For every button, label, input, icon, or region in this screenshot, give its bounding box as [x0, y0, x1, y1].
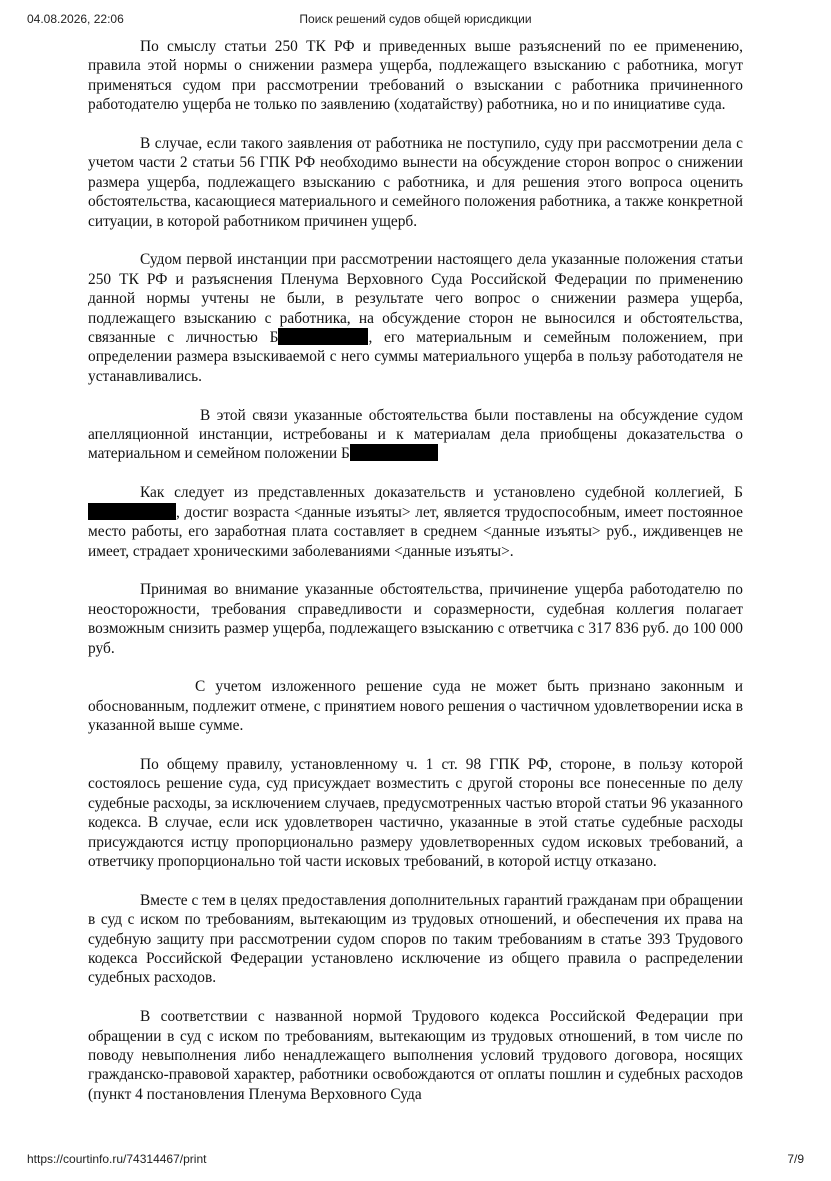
paragraph-9: Вместе с тем в целях предоставления дополнительных гарантий гражданам при обращении в суд с иском по требованиям, вытекающим из трудовых отношений, и обеспечения их права на судебную защиту при рассмотрении судом споров по таким требованиям в статье 393 Трудового кодекса Российской Федерации установлено исключение из общего правила о распределении судебных расходов.	[88, 891, 743, 987]
paragraph-6: Принимая во внимание указанные обстоятельства, причинение ущерба работодателю по неосторожности, требования справедливости и соразмерности, судебная коллегия полагает возможным снизить размер ущерба, подлежащего взысканию с ответчика с 317 836 руб. до 100 000 руб.	[88, 581, 743, 657]
page-number: 7/9	[787, 1152, 804, 1166]
paragraph-5-text-a: Как следует из представленных доказательств и установлено судебной коллегией, Б	[140, 484, 743, 502]
paragraph-5	[88, 483, 743, 561]
paragraph-8: По общему правилу, установленному ч. 1 ст. 98 ГПК РФ, стороне, в пользу которой состоялось решение суда, суд присуждает возместить с другой стороны все понесенные по делу судебные расходы, за исключением случаев, предусмотренных частью второй статьи 96 указанного кодекса. В случае, если иск удовлетворен частично, указанные в этой статье судебные расходы присуждаются истцу пропорционально размеру удовлетворенных судом исковых требований, а ответчику пропорционально той части исковых требований, в которой истцу отказано.	[88, 755, 743, 870]
paragraph-3	[88, 250, 743, 386]
print-datetime: 04.08.2026, 22:06	[27, 12, 124, 26]
paragraph-5-text-b: , достиг возраста <данные изъяты> лет, является трудоспособным, имеет постоянное место работы, его заработная плата составляет в среднем <данные изъяты> руб., иждивенцев не имеет, страдает хроническими заболеваниями <данные изъяты>.	[88, 503, 743, 560]
redaction-block	[278, 328, 368, 345]
paragraph-3-text-a: Судом первой инстанции при рассмотрении настоящего дела указанные положения статьи 250 ТК РФ и разъяснения Пленума Верховного Суда Российской Федерации по применению данной нормы учтены не были, в результате чего вопрос о снижении размера ущерба, подлежащего взысканию с работника, на обсуждение сторон не выносился и обстоятельства, связанные с личностью Б	[88, 251, 743, 347]
document-body	[88, 37, 743, 1124]
paragraph-3-text-b: , его материальным и семейным положением, при определении размера взыскиваемой с него суммы материального ущерба в пользу работодателя не устанавливались.	[88, 329, 743, 385]
paragraph-7: С учетом изложенного решение суда не может быть признано законным и обоснованным, подлежит отмене, с принятием нового решения о частичном удовлетворении иска в указанной выше сумме.	[88, 678, 743, 735]
paragraph-2: В случае, если такого заявления от работника не поступило, суду при рассмотрении дела с учетом части 2 статьи 56 ГПК РФ необходимо вынести на обсуждение сторон вопрос о снижении размера ущерба, подлежащего взысканию с работника, и для решения этого вопроса оценить обстоятельства, касающиеся материального и семейного положения работника, а также конкретной ситуации, в которой работником причинен ущерб.	[88, 135, 743, 230]
paragraph-1: По смыслу статьи 250 ТК РФ и приведенных выше разъяснений по ее применению, правила этой нормы о снижении размера ущерба, подлежащего взысканию с работника, могут применяться судом при рассмотрении требований о взыскании с работника причиненного работодателю ущерба не только по заявлению (ходатайству) работника, но и по инициативе суда.	[88, 38, 743, 114]
paragraph-10: В соответствии с названной нормой Трудового кодекса Российской Федерации при обращении в суд с иском по требованиям, вытекающим из трудовых отношений, в том числе по поводу невыполнения либо ненадлежащего выполнения условий трудового договора, носящих гражданско-правовой характер, работники освобождаются от оплаты пошлин и судебных расходов (пункт 4 постановления Пленума Верховного Суда	[88, 1008, 743, 1103]
redaction-block	[350, 444, 438, 461]
paragraph-4-text: В этой связи указанные обстоятельства были поставлены на обсуждение судом апелляционной инстанции, истребованы и к материалам дела приобщены доказательства о материальном и семейном положении Б	[88, 406, 743, 463]
paragraph-4	[88, 406, 743, 464]
print-footer-url: https://courtinfo.ru/74314467/print	[27, 1152, 207, 1166]
redaction-block	[88, 503, 176, 520]
print-header-title: Поиск решений судов общей юрисдикции	[299, 12, 532, 26]
